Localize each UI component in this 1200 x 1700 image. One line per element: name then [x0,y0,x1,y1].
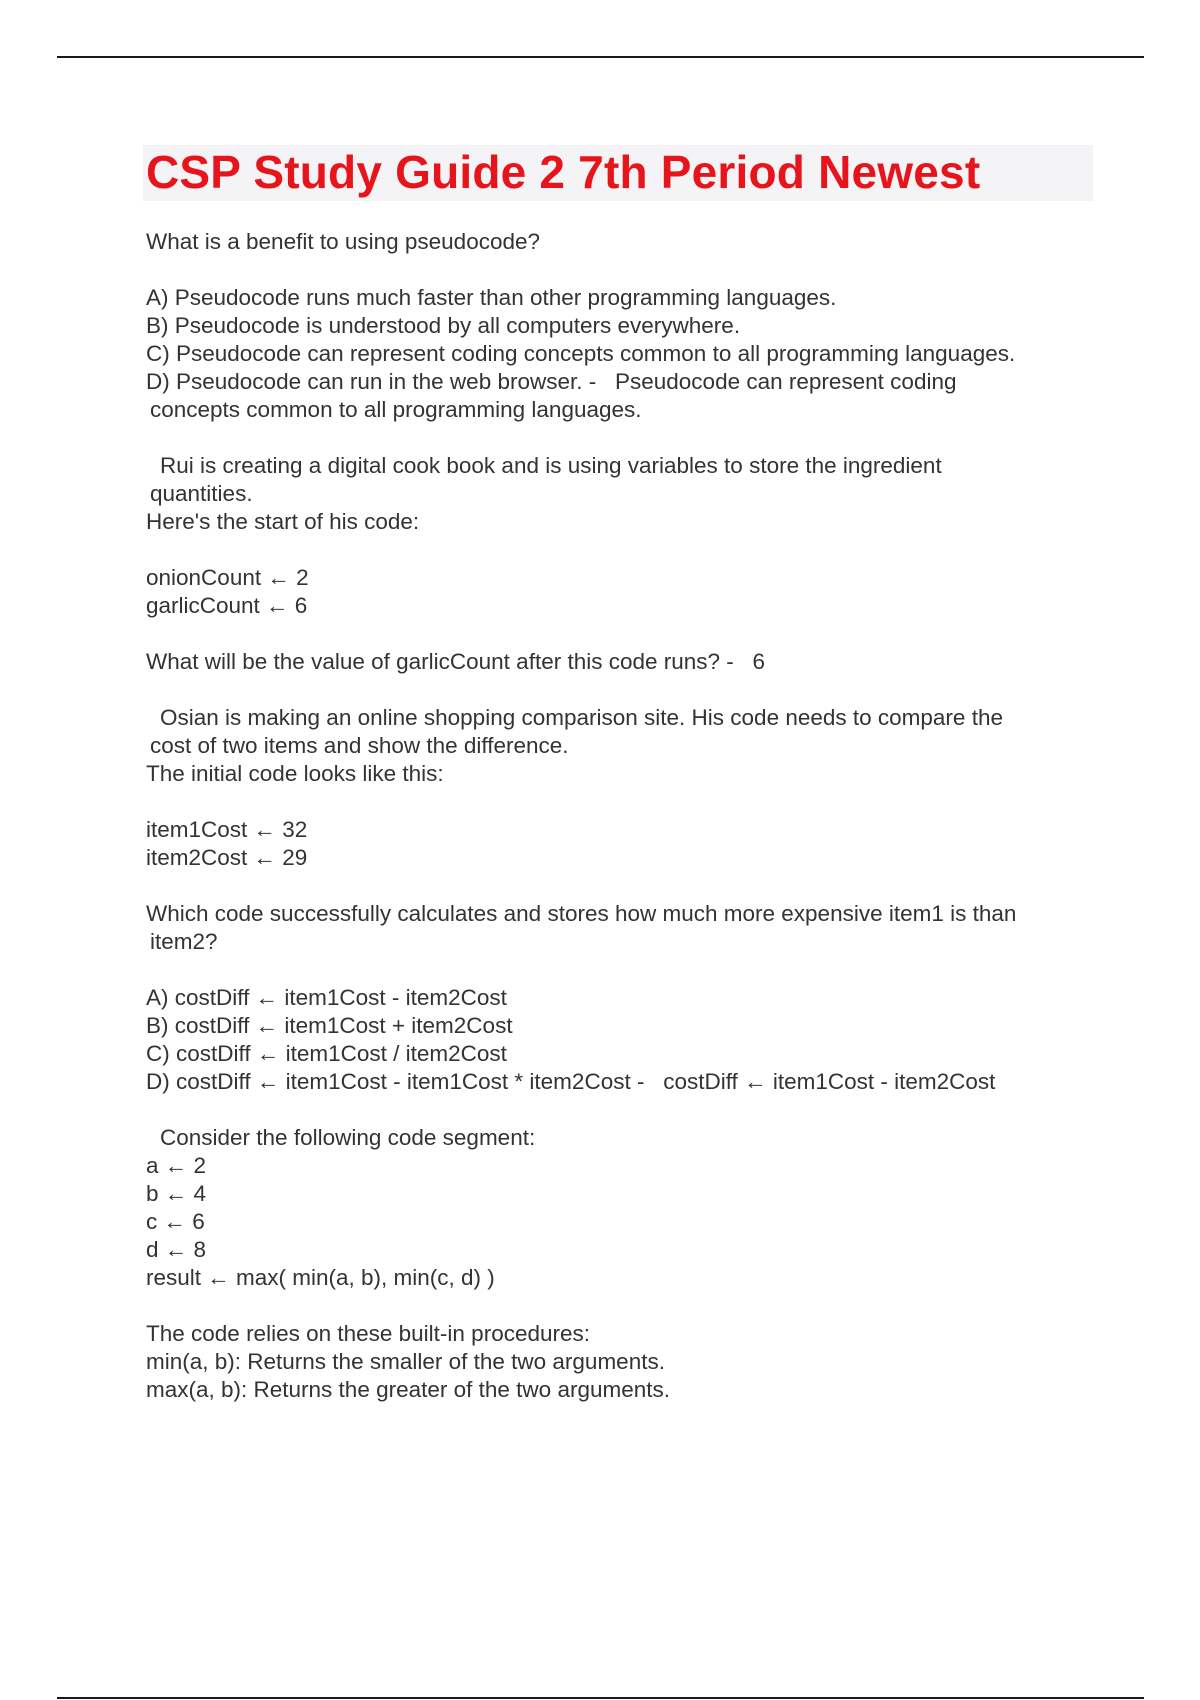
q3-intro-line1: Osian is making an online shopping comparison site. His code needs to compare the [160,705,1003,730]
q3-option-d: D) costDiff ← item1Cost - item1Cost * item2Cost - costDiff ← item1Cost - item2Cost [146,1069,996,1094]
spacer [146,1292,1086,1320]
q4-code-line: a ← 2 [146,1153,207,1178]
q4-code-line: result ← max( min(a, b), min(c, d) ) [146,1265,495,1290]
spacer [146,536,1086,564]
q3-code-line: item1Cost ← 32 [146,817,308,842]
spacer [146,956,1086,984]
bottom-rule [57,1697,1144,1699]
q4-code-line: c ← 6 [146,1209,205,1234]
q3-option-c: C) costDiff ← item1Cost / item2Cost [146,1041,507,1066]
q3-question-line2: item2? [150,929,218,954]
q2-intro-line1: Rui is creating a digital cook book and is using variables to store the ingredient [160,453,942,478]
q2-code-line: onionCount ← 2 [146,565,309,590]
spacer [146,872,1086,900]
q4-procedure-min: min(a, b): Returns the smaller of the two arguments. [146,1349,665,1374]
q4-code-line: b ← 4 [146,1181,207,1206]
q3-intro-line2: cost of two items and show the difference. [150,733,569,758]
q4-procedures-intro: The code relies on these built-in procedures: [146,1321,591,1346]
q1-option-b: B) Pseudocode is understood by all computers everywhere. [146,313,741,338]
q2-question: What will be the value of garlicCount after this code runs? - 6 [146,649,766,674]
q1-option-a: A) Pseudocode runs much faster than other programming languages. [146,285,837,310]
q1-question: What is a benefit to using pseudocode? [146,229,541,254]
q3-option-a: A) costDiff ← item1Cost - item2Cost [146,985,507,1010]
q3-option-b: B) costDiff ← item1Cost + item2Cost [146,1013,513,1038]
q3-question-line1: Which code successfully calculates and stores how much more expensive item1 is than [146,901,1017,926]
q1-answer-continued: concepts common to all programming languages. [150,397,642,422]
q3-intro-line3: The initial code looks like this: [146,761,444,786]
spacer [146,424,1086,452]
q2-intro-line3: Here's the start of his code: [146,509,420,534]
q2-intro-line2: quantities. [150,481,253,506]
q2-code-line: garlicCount ← 6 [146,593,308,618]
q4-procedure-max: max(a, b): Returns the greater of the two arguments. [146,1377,670,1402]
document-body [146,228,1086,1404]
spacer [146,676,1086,704]
spacer [146,1096,1086,1124]
q4-code-line: d ← 8 [146,1237,207,1262]
spacer [146,620,1086,648]
spacer [146,256,1086,284]
q1-option-d: D) Pseudocode can run in the web browser. - Pseudocode can represent coding [146,369,957,394]
q3-code-line: item2Cost ← 29 [146,845,308,870]
spacer [146,788,1086,816]
top-rule [57,56,1144,58]
document-title: CSP Study Guide 2 7th Period Newest [146,146,981,198]
q1-option-c: C) Pseudocode can represent coding concepts common to all programming languages. [146,341,1016,366]
q4-intro: Consider the following code segment: [160,1125,536,1150]
